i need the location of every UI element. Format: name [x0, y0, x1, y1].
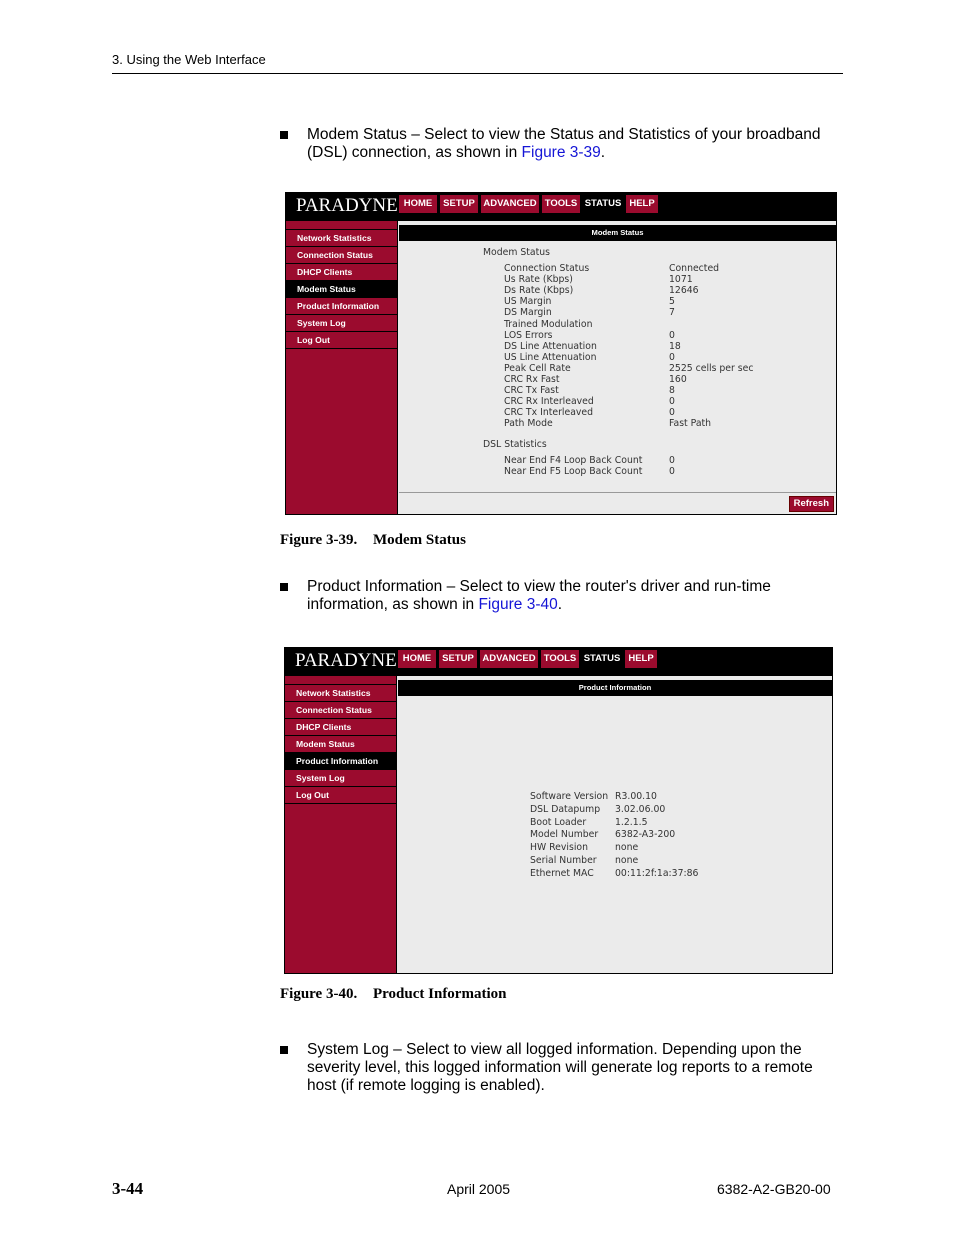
sidebar-item-dhcp-clients[interactable]: DHCP Clients: [286, 264, 397, 281]
row-label: Connection Status: [504, 263, 590, 274]
nav-tab-help[interactable]: HELP: [626, 195, 658, 213]
content-title-bar: Product Information: [398, 680, 832, 696]
sidebar-item-dhcp-clients[interactable]: DHCP Clients: [285, 719, 396, 736]
main-nav: [398, 650, 660, 668]
sidebar-item-product-information[interactable]: Product Information: [286, 298, 397, 315]
content-title-bar: Modem Status: [399, 225, 836, 241]
row-value: 1.2.1.5: [615, 816, 648, 828]
top-bar: [286, 193, 836, 221]
row-label: Peak Cell Rate: [504, 362, 571, 374]
row-value: 12646: [669, 285, 699, 297]
sidebar-item-connection-status[interactable]: Connection Status: [286, 247, 397, 264]
nav-tab-setup[interactable]: SETUP: [440, 195, 478, 213]
row-value: 0: [669, 396, 675, 408]
row-label: DS Line Attenuation: [504, 340, 597, 352]
section-heading: Modem Status: [483, 247, 550, 258]
nav-tab-status[interactable]: STATUS: [582, 650, 622, 668]
row-label: US Line Attenuation: [504, 351, 597, 363]
row-value: 2525 cells per sec: [669, 362, 754, 374]
figure-link[interactable]: Figure 3-39: [521, 144, 601, 161]
row-label: Near End F5 Loop Back Count: [504, 466, 643, 478]
row-label: Path Mode: [504, 418, 553, 430]
sidebar-item-network-statistics[interactable]: Network Statistics: [285, 685, 396, 702]
row-value: 6382-A3-200: [615, 829, 676, 841]
bullet-square-icon: [280, 1046, 288, 1054]
top-bar: [285, 648, 832, 676]
running-header: 3. Using the Web Interface: [112, 52, 266, 67]
bullet-system-log: [280, 1041, 845, 1095]
main-nav: [399, 195, 661, 213]
nav-tab-tools[interactable]: TOOLS: [541, 650, 579, 668]
section-heading: DSL Statistics: [483, 439, 547, 450]
row-value: Fast Path: [669, 418, 712, 430]
nav-tab-home[interactable]: HOME: [398, 650, 436, 668]
row-label: Ds Rate (Kbps): [504, 285, 574, 297]
row-value: 8: [669, 385, 675, 397]
sidebar: [286, 221, 398, 514]
page-number: 3-44: [112, 1179, 144, 1198]
row-label: CRC Tx Interleaved: [504, 407, 594, 419]
sidebar-item-connection-status[interactable]: Connection Status: [285, 702, 396, 719]
row-value: 1071: [669, 274, 693, 286]
row-value: 00:11:2f:1a:37:86: [615, 867, 699, 879]
bullet-text: System Log – Select to view all logged information. Depending upon the severity level, this logged information will generate log reports to a remote host (if remote logging is enabled).: [307, 1041, 813, 1094]
row-label: US Margin: [504, 296, 552, 308]
sidebar-item-log-out[interactable]: Log Out: [285, 787, 396, 804]
modem-status-screenshot: [285, 192, 837, 515]
nav-tab-advanced[interactable]: ADVANCED: [481, 195, 539, 213]
row-label: Trained Modulation: [504, 318, 593, 330]
paradyne-logo: PARADYNE: [296, 195, 398, 216]
row-value: 0: [669, 407, 675, 419]
divider: [399, 492, 836, 493]
header-rule: [112, 73, 843, 74]
row-label: Us Rate (Kbps): [504, 274, 573, 286]
row-label: Ethernet MAC: [530, 867, 594, 879]
row-label: CRC Rx Fast: [504, 374, 560, 385]
row-value: none: [615, 855, 639, 866]
bullet-product-information: Product Information – Select to view the router's driver and run-time information, as shown in Figure 3-40.: [280, 578, 845, 614]
row-label: Serial Number: [530, 855, 597, 866]
nav-tab-help[interactable]: HELP: [625, 650, 657, 668]
row-value: 0: [669, 466, 675, 478]
sidebar-item-system-log[interactable]: System Log: [286, 315, 397, 332]
row-label: Near End F4 Loop Back Count: [504, 455, 643, 466]
sidebar-spacer: [286, 221, 397, 230]
nav-tab-setup[interactable]: SETUP: [439, 650, 477, 668]
row-label: LOS Errors: [504, 329, 553, 341]
nav-tab-status[interactable]: STATUS: [583, 195, 623, 213]
figure-caption: Figure 3-40. Product Information: [280, 986, 507, 1002]
row-value: 160: [669, 374, 687, 385]
sidebar: [285, 676, 397, 973]
row-label: CRC Tx Fast: [504, 385, 559, 397]
figure-caption: Figure 3-39. Modem Status: [280, 532, 466, 548]
paradyne-logo: PARADYNE: [295, 650, 397, 671]
refresh-button[interactable]: Refresh: [789, 496, 834, 512]
row-label: CRC Rx Interleaved: [504, 396, 594, 408]
sidebar-item-product-information[interactable]: Product Information: [285, 753, 396, 770]
footer-date: April 2005: [447, 1181, 511, 1197]
row-label: DSL Datapump: [530, 803, 601, 815]
nav-tab-advanced[interactable]: ADVANCED: [480, 650, 538, 668]
row-value: 7: [669, 307, 675, 319]
product-information-screenshot: [284, 647, 833, 974]
row-value: 5: [669, 296, 675, 308]
nav-tab-tools[interactable]: TOOLS: [542, 195, 580, 213]
row-label: Boot Loader: [530, 816, 587, 828]
row-label: DS Margin: [504, 307, 552, 319]
bullet-modem-status: Modem Status – Select to view the Status and Statistics of your broadband (DSL) connection, as shown in Figure 3-39.: [280, 126, 845, 162]
row-value: 0: [669, 351, 675, 363]
sidebar-item-modem-status[interactable]: Modem Status: [286, 281, 397, 298]
bullet-square-icon: [280, 131, 288, 139]
sidebar-item-log-out[interactable]: Log Out: [286, 332, 397, 349]
bullet-text: Product Information – Select to view the router's driver and run-time information, as shown in: [307, 578, 771, 613]
row-value: 0: [669, 455, 675, 466]
nav-tab-home[interactable]: HOME: [399, 195, 437, 213]
sidebar-item-network-statistics[interactable]: Network Statistics: [286, 230, 397, 247]
row-value: Connected: [669, 263, 720, 274]
sidebar-item-modem-status[interactable]: Modem Status: [285, 736, 396, 753]
sidebar-item-system-log[interactable]: System Log: [285, 770, 396, 787]
document-number: 6382-A2-GB20-00: [717, 1181, 831, 1197]
row-value: none: [615, 842, 639, 854]
bullet-square-icon: [280, 583, 288, 591]
row-label: Model Number: [530, 829, 599, 841]
row-value: 3.02.06.00: [615, 803, 666, 815]
row-value: 18: [669, 340, 681, 352]
figure-link[interactable]: Figure 3-40: [478, 596, 558, 613]
bullet-text: Modem Status – Select to view the Status and Statistics of your broadband (DSL) connection, as shown in: [307, 126, 821, 161]
row-value: 0: [669, 329, 675, 341]
sidebar-spacer: [285, 676, 396, 685]
row-value: R3.00.10: [615, 791, 657, 802]
row-label: Software Version: [530, 791, 609, 802]
row-label: HW Revision: [530, 842, 588, 854]
